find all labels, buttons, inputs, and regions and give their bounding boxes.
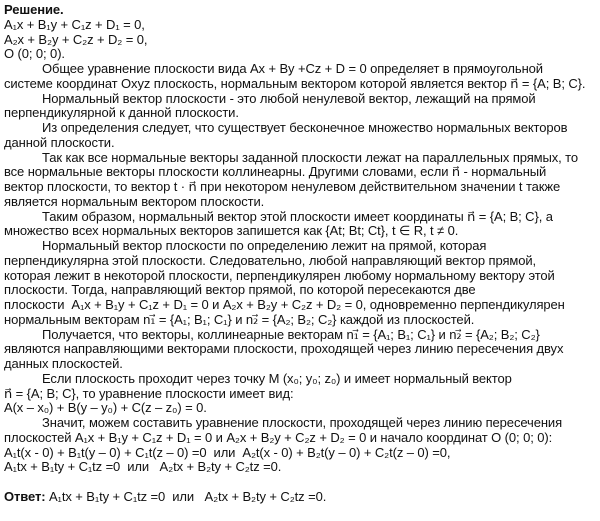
text-line: является нормальным вектором плоскости. (4, 193, 265, 209)
text-line: Общее уравнение плоскости вида Ax + By +Cz + D = 0 определяет в прямоугольной (42, 61, 543, 76)
text-line: Так как все нормальные векторы заданной плоскости лежат на параллельных прямых, то (42, 149, 579, 165)
text-line: A₂x + B₂y + C₂z + D₂ = 0, (4, 31, 148, 47)
text-line: Нормальный вектор плоскости - это любой ненулевой вектор, лежащий на прямой (42, 90, 536, 106)
text-line: n⃗ = {A; B; C}, то уравнение плоскости имеет вид: (4, 385, 294, 401)
text-line: нормальным векторам n₁⃗ = {A₁; B₁; C₁} и n₂⃗ = {A₂; B₂; C₂} каждой из плоскостей. (4, 311, 475, 327)
text-line: A₁tx + B₁ty + C₁tz =0 или A₂tx + B₂ty + C₂tz =0. (4, 459, 282, 475)
answer-line (4, 490, 600, 505)
text-line: Из определения следует, что существует бесконечное множество нормальных векторов (42, 120, 568, 135)
text-line: которая лежит в некоторой плоскости, перпендикулярен любому нормальному вектору этой (4, 267, 555, 283)
text-line: системе координат Oxyz плоскость, нормальным вектором которой является вектор n⃗ = {A; B; C}. (4, 75, 586, 91)
text-line: плоскостей A₁x + B₁y + C₁z + D₁ = 0 и A₂x + B₂y + C₂z + D₂ = 0 и начало координат O (0; 0; 0): (4, 429, 553, 445)
answer-label: Ответ: (4, 488, 46, 504)
text-line: A₁t(x - 0) + B₁t(y – 0) + C₁t(z – 0) =0 или A₂t(x - 0) + B₂t(y – 0) + C₂t(z – 0) =0, (4, 444, 451, 460)
text-line: A₁x + B₁y + C₁z + D₁ = 0, (4, 16, 145, 32)
text-line: перпендикулярной к данной плоскости. (4, 105, 239, 121)
text-line: плоскости. Тогда, направляющий вектор прямой, по которой пересекаются две (4, 282, 476, 298)
text-line: Получается, что векторы, коллинеарные векторам n₁⃗ = {A₁; B₁; C₁} и n₂⃗ = {A₂; B₂; C₂} (42, 326, 540, 342)
text-line: вектор плоскости, то вектор t · n⃗ при некотором ненулевом действительном значении t также (4, 179, 561, 194)
solution-body (4, 18, 600, 475)
text-line: Значит, можем составить уравнение плоскости, проходящей через линию пересечения (42, 415, 563, 430)
text-line: все нормальные векторы плоскости коллинеарны. Другими словами, если n⃗ - нормальный (4, 164, 547, 180)
text-line: множество всех нормальных векторов запишется как {At; Bt; Ct}, t ∈ R, t ≠ 0. (4, 223, 459, 239)
text-line: A(x – x₀) + B(y – y₀) + C(z – z₀) = 0. (4, 400, 207, 416)
text-line: Нормальный вектор плоскости по определению лежит на прямой, которая (42, 238, 487, 253)
text-line: данной плоскости. (4, 134, 115, 150)
answer-text: A₁tx + B₁ty + C₁tz =0 или A₂tx + B₂ty + C₂tz =0. (45, 488, 327, 504)
text-line: Таким образом, нормальный вектор этой плоскости имеет координаты n⃗ = {A; B; C}, а (42, 208, 553, 224)
solution-heading: Решение. (4, 2, 64, 17)
text-line: перпендикулярна этой плоскости. Следовательно, любой направляющий вектор прямой, (4, 252, 537, 268)
blank-line (4, 475, 600, 490)
text-line: данных плоскостей. (4, 356, 123, 371)
text-line: Если плоскость проходит через точку M (x₀; y₀; z₀) и имеет нормальный вектор (42, 370, 512, 386)
text-line: O (0; 0; 0). (4, 46, 65, 62)
text-line: являются направляющими векторами плоскости, проходящей через линию пересечения двух (4, 341, 564, 357)
text-line: плоскости A₁x + B₁y + C₁z + D₁ = 0 и A₂x + B₂y + C₂z + D₂ = 0, одновременно перпендикулярен (4, 297, 565, 312)
